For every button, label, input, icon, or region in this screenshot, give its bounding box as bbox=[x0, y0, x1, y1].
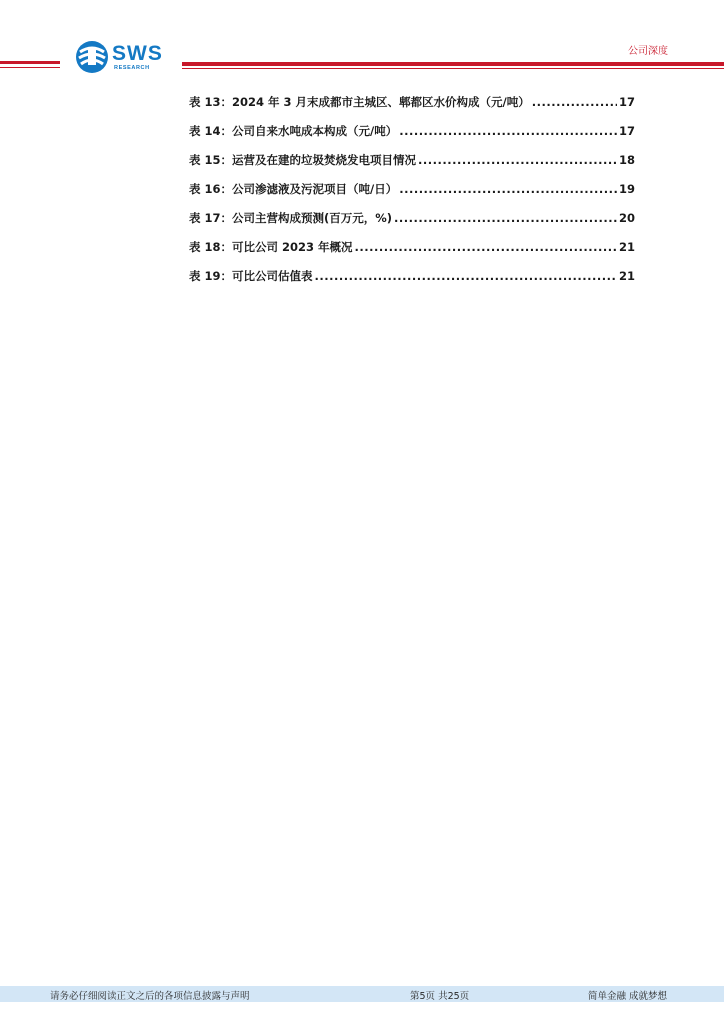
toc-entry-label: 表 19：可比公司估值表 bbox=[189, 269, 313, 283]
toc-entry-page: 17 bbox=[618, 124, 635, 138]
footer-disclaimer: 请务必仔细阅读正文之后的各项信息披露与声明 bbox=[50, 991, 250, 1002]
toc-leader-dots bbox=[394, 208, 617, 228]
toc-entry-page: 21 bbox=[618, 269, 635, 283]
toc-leader-dots bbox=[399, 179, 617, 199]
toc-entry[interactable] bbox=[189, 179, 635, 208]
toc-leader-dots bbox=[315, 266, 617, 286]
toc-entry-page: 21 bbox=[618, 240, 635, 254]
toc-entry-label: 表 18：可比公司 2023 年概况 bbox=[189, 240, 353, 254]
page-footer bbox=[0, 986, 724, 1002]
toc-entry-page: 19 bbox=[618, 182, 635, 196]
toc-entry[interactable] bbox=[189, 266, 635, 295]
toc-entry-label: 表 15：运营及在建的垃圾焚烧发电项目情况 bbox=[189, 153, 417, 167]
header-rule-left-thin bbox=[0, 67, 60, 68]
toc-entry-label: 表 16：公司渗滤液及污泥项目（吨/日） bbox=[189, 182, 398, 196]
toc-entry-page: 17 bbox=[618, 95, 635, 109]
footer-slogan: 简单金融 成就梦想 bbox=[588, 991, 668, 1002]
toc-entry[interactable] bbox=[189, 208, 635, 237]
sws-logo bbox=[75, 40, 167, 76]
toc-leader-dots bbox=[355, 237, 617, 257]
table-of-contents bbox=[189, 92, 635, 295]
toc-entry-label: 表 14：公司自来水吨成本构成（元/吨） bbox=[189, 124, 398, 138]
toc-entry-label: 表 17：公司主营构成预测(百万元，%) bbox=[189, 211, 393, 225]
sws-logo-icon bbox=[75, 40, 109, 74]
toc-entry[interactable] bbox=[189, 121, 635, 150]
logo-subtext: RESEARCH bbox=[114, 65, 150, 71]
header-rule-left bbox=[0, 61, 60, 64]
header-rule-right-thin bbox=[182, 68, 724, 69]
toc-leader-dots bbox=[399, 121, 617, 141]
toc-leader-dots bbox=[532, 92, 617, 112]
footer-page-info: 第5页 共25页 bbox=[410, 991, 470, 1002]
toc-entry-page: 18 bbox=[618, 153, 635, 167]
toc-entry[interactable] bbox=[189, 92, 635, 121]
logo-text: SWS bbox=[112, 42, 163, 65]
toc-entry-page: 20 bbox=[618, 211, 635, 225]
toc-leader-dots bbox=[418, 150, 617, 170]
document-type-label: 公司深度 bbox=[628, 46, 668, 57]
header-rule-right bbox=[182, 62, 724, 66]
toc-entry[interactable] bbox=[189, 237, 635, 266]
toc-entry[interactable] bbox=[189, 150, 635, 179]
toc-entry-label: 表 13：2024 年 3 月末成都市主城区、郫都区水价构成（元/吨） bbox=[189, 95, 530, 109]
